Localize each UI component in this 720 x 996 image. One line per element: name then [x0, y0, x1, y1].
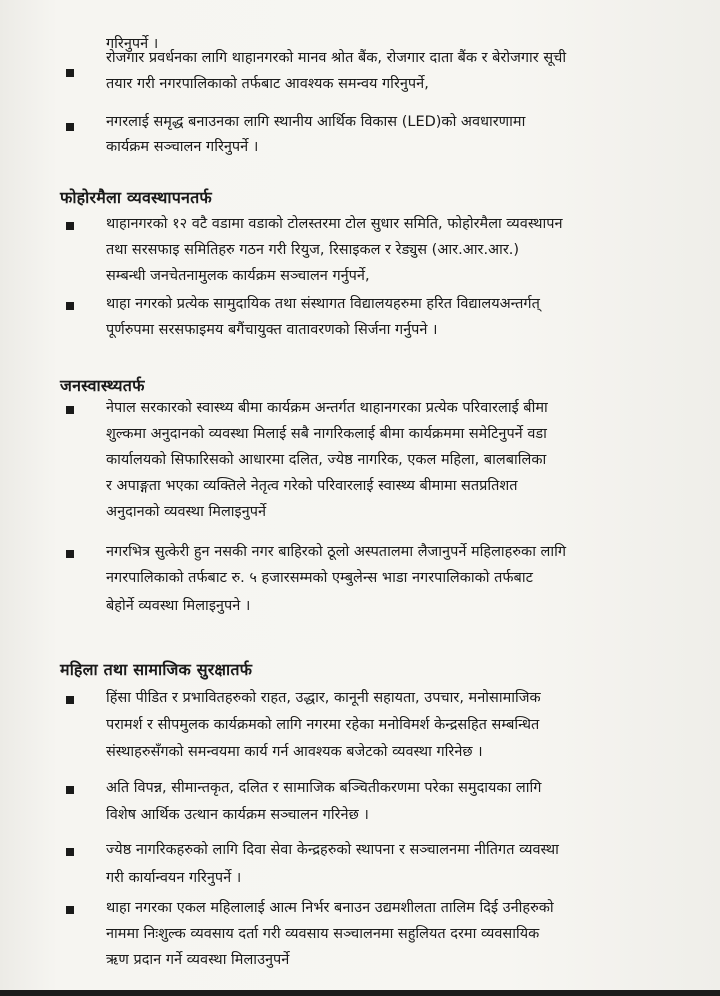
item-line: अति विपन्न, सीमान्तकृत, दलित र सामाजिक बञ्चितीकरणमा परेका समुदायका लागि: [106, 780, 542, 796]
square-bullet-icon: [66, 123, 74, 131]
square-bullet-icon: [66, 906, 74, 914]
square-bullet-icon: [66, 786, 74, 794]
section-title: फोहोरमैला व्यवस्थापनतर्फ: [60, 188, 212, 207]
item-line: गरी कार्यान्वयन गरिनुपर्ने ।: [106, 870, 242, 886]
item-line: हिंसा पीडित र प्रभावितहरुको राहत, उद्धार, कानूनी सहायता, उपचार, मनोसामाजिक: [106, 690, 541, 706]
item-line: पूर्णरुपमा सरसफाइमय बगैंचायुक्त वातावरणको सिर्जना गर्नुपने ।: [106, 322, 438, 338]
item-line: संस्थाहरुसँगको समन्वयमा कार्य गर्न आवश्यक बजेटको व्यवस्था गरिनेछ ।: [106, 744, 483, 760]
item-line: ऋण प्रदान गर्ने व्यवस्था मिलाउनुपर्ने: [106, 952, 290, 968]
item-line: नेपाल सरकारको स्वास्थ्य बीमा कार्यक्रम अन्तर्गत थाहानगरका प्रत्येक परिवारलाई बीमा: [106, 400, 548, 416]
item-line: विशेष आर्थिक उत्थान कार्यक्रम सञ्चालन गरिनेछ ।: [106, 807, 369, 823]
square-bullet-icon: [66, 550, 74, 558]
item-line: बेहोर्ने व्यवस्था मिलाइनुपने ।: [106, 598, 251, 614]
square-bullet-icon: [66, 222, 74, 230]
square-bullet-icon: [66, 302, 74, 310]
square-bullet-icon: [66, 696, 74, 704]
item-line: सम्बन्धी जनचेतनामुलक कार्यक्रम सञ्चालन गर्नुपर्ने,: [106, 268, 370, 284]
item-line: तथा सरसफाइ समितिहरु गठन गरी रियुज, रिसाइकल र रेड्युस (आर.आर.आर.): [106, 242, 520, 258]
square-bullet-icon: [66, 848, 74, 856]
item-line: ज्येष्ठ नागरिकहरुको लागि दिवा सेवा केन्द्रहरुको स्थापना र सञ्चालनमा नीतिगत व्यवस्था: [106, 842, 559, 858]
item-line: नाममा निःशुल्क व्यवसाय दर्ता गरी व्यवसाय सञ्चालनमा सहुलियत दरमा व्यवसायिक: [106, 926, 540, 942]
item-line: शुल्कमा अनुदानको व्यवस्था मिलाई सबै नागरिकलाई बीमा कार्यक्रममा समेटिनुपर्ने वडा: [106, 426, 547, 442]
item-line: तयार गरी नगरपालिकाको तर्फबाट आवश्यक समन्वय गरिनुपर्ने,: [106, 76, 429, 92]
item-line: थाहा नगरको प्रत्येक सामुदायिक तथा संस्थागत विद्यालयहरुमा हरित विद्यालयअन्तर्गत्: [106, 296, 540, 312]
page-edge-bar: [0, 990, 720, 996]
item-line: र अपाङ्गता भएका व्यक्तिले नेतृत्व गरेको परिवारलाई स्वास्थ्य बीमामा सतप्रतिशत: [106, 478, 518, 494]
item-line: नगरपालिकाको तर्फबाट रु. ५ हजारसम्मको एम्बुलेन्स भाडा नगरपालिकाको तर्फबाट: [106, 570, 533, 586]
item-line: कार्यालयको सिफारिसको आधारमा दलित, ज्येष्ठ नागरिक, एकल महिला, बालबालिका: [106, 452, 547, 468]
item-line: नगरलाई समृद्ध बनाउनका लागि स्थानीय आर्थिक विकास (LED)को अवधारणामा: [106, 114, 526, 130]
item-line: थाहानगरको १२ वटै वडामा वडाको टोलस्तरमा टोल सुधार समिति, फोहोरमैला व्यवस्थापन: [106, 216, 563, 232]
item-line: कार्यक्रम सञ्चालन गरिनुपर्ने ।: [106, 139, 259, 155]
square-bullet-icon: [66, 406, 74, 414]
section-title: जनस्वास्थ्यतर्फ: [60, 376, 145, 395]
item-line: थाहा नगरका एकल महिलालाई आत्म निर्भर बनाउन उद्यमशीलता तालिम दिई उनीहरुको: [106, 900, 554, 916]
item-line: नगरभित्र सुत्केरी हुन नसकी नगर बाहिरको ठूलो अस्पतालमा लैजानुपर्ने महिलाहरुका लागि: [106, 544, 567, 560]
item-line: गरिनुपर्ने ।: [106, 36, 159, 52]
item-line: अनुदानको व्यवस्था मिलाइनुपर्ने: [106, 504, 267, 520]
section-title: महिला तथा सामाजिक सुरक्षातर्फ: [60, 660, 253, 679]
item-line: परामर्श र सीपमुलक कार्यक्रमको लागि नगरमा रहेका मनोविमर्श केन्द्रसहित सम्बन्धित: [106, 717, 540, 733]
item-line: रोजगार प्रवर्धनका लागि थाहानगरको मानव श्रोत बैंक, रोजगार दाता बैंक र बेरोजगार सूची: [106, 50, 567, 66]
square-bullet-icon: [66, 69, 74, 77]
